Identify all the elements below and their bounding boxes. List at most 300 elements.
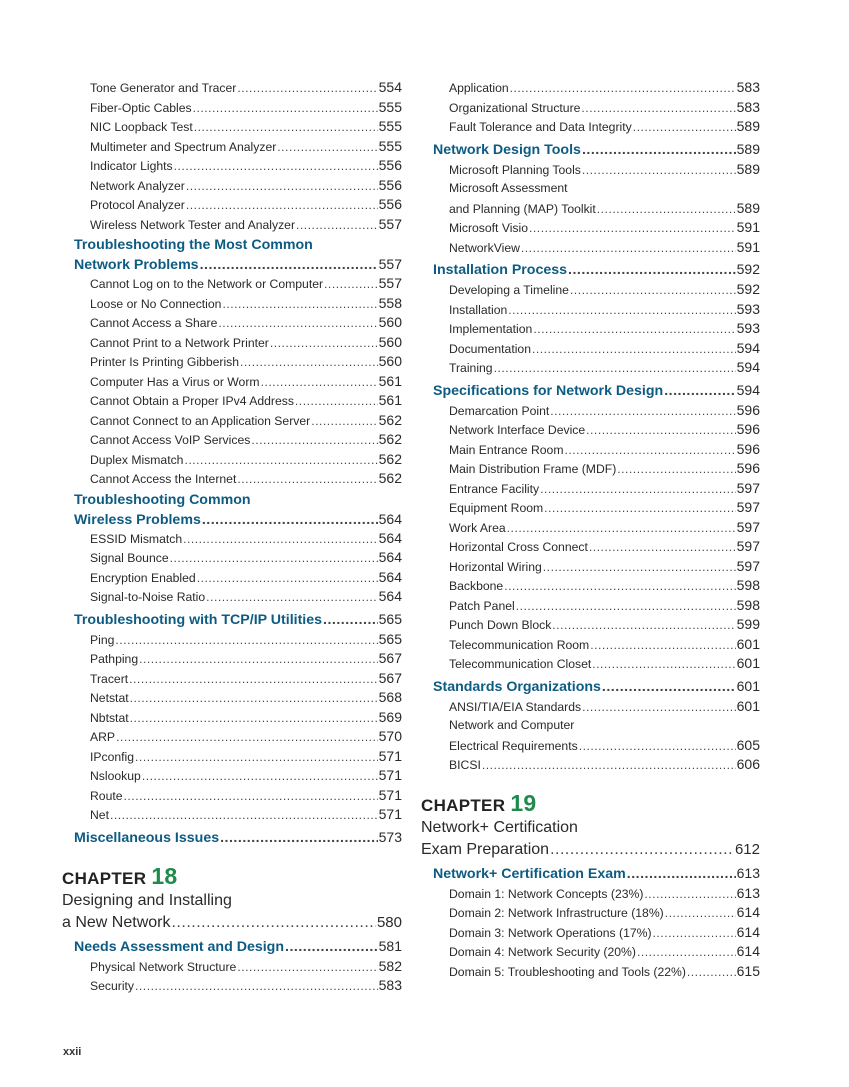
- toc-subentry[interactable]: [421, 557, 760, 577]
- toc-entry-title: Multimeter and Spectrum Analyzer: [90, 139, 277, 154]
- toc-section-title-line: Troubleshooting Common: [74, 491, 251, 508]
- toc-entry-page: 589: [736, 118, 760, 134]
- toc-entry-title: Nslookup: [90, 769, 141, 783]
- toc-subentry[interactable]: [421, 537, 760, 557]
- toc-subentry[interactable]: [421, 160, 760, 180]
- toc-subentry[interactable]: [62, 805, 402, 825]
- toc-entry-page: 556: [378, 196, 402, 212]
- toc-entry-title: Wireless Problems: [74, 511, 201, 528]
- toc-subentry[interactable]: [62, 215, 402, 235]
- dot-leader: [184, 451, 377, 471]
- toc-subentry[interactable]: [421, 78, 760, 98]
- toc-entry-title: Installation Process: [433, 262, 568, 278]
- toc-entry-title: Route: [90, 788, 123, 803]
- toc-section-entry[interactable]: [421, 139, 760, 160]
- dot-leader: [124, 787, 378, 807]
- toc-subentry[interactable]: [62, 747, 402, 767]
- toc-entry-title: Signal-to-Noise Ratio: [90, 590, 206, 604]
- chapter-number: 19: [510, 789, 537, 816]
- toc-entry-page: 557: [378, 275, 402, 291]
- toc-entry-title: a New Network: [62, 913, 171, 931]
- chapter-heading: [421, 789, 760, 817]
- toc-subentry[interactable]: [421, 300, 760, 320]
- toc-subentry[interactable]: [62, 708, 402, 728]
- toc-entry-page: 561: [378, 392, 402, 408]
- dot-leader: [270, 334, 378, 354]
- toc-subentry[interactable]: [421, 280, 760, 300]
- toc-section-group: [62, 236, 402, 274]
- toc-entry-title: Nbtstat: [90, 710, 129, 725]
- toc-entry-page: 593: [736, 320, 760, 336]
- toc-entry-page: 568: [378, 689, 402, 705]
- dot-leader: [637, 943, 736, 963]
- toc-entry-page: 562: [378, 470, 402, 486]
- toc-entry-page: 594: [736, 339, 760, 356]
- toc-subentry[interactable]: [62, 766, 402, 786]
- toc-subentry[interactable]: [62, 195, 402, 215]
- toc-entry-title: Protocol Analyzer: [90, 198, 185, 212]
- toc-subentry[interactable]: [62, 649, 402, 669]
- toc-entry-title: Fault Tolerance and Data Integrity: [449, 120, 632, 134]
- dot-leader: [186, 177, 378, 197]
- dot-leader: [323, 610, 378, 631]
- toc-section-title-line: Troubleshooting the Most Common: [74, 237, 313, 253]
- toc-entry-page: 596: [736, 440, 760, 457]
- dot-leader: [508, 301, 735, 321]
- dot-leader: [170, 549, 378, 569]
- toc-entry-page: 557: [378, 256, 402, 272]
- toc-entry-title: Punch Down Block: [449, 618, 552, 632]
- toc-subentry[interactable]: [62, 78, 402, 98]
- toc-entry-page: 598: [736, 577, 760, 593]
- toc-section-entry[interactable]: [62, 827, 402, 848]
- dot-leader: [193, 99, 378, 119]
- dot-leader: [665, 904, 736, 924]
- toc-entry-title: Installation: [449, 302, 508, 317]
- toc-entry-title: Fiber-Optic Cables: [90, 100, 192, 115]
- toc-subentry[interactable]: [62, 786, 402, 806]
- toc-subentry[interactable]: [421, 596, 760, 616]
- dot-leader: [261, 373, 378, 393]
- toc-entry-page: 564: [378, 510, 402, 527]
- toc-entry-page: 564: [378, 549, 402, 565]
- toc-entry-page: 567: [378, 669, 402, 686]
- toc-subentry[interactable]: [421, 358, 760, 378]
- toc-entry-page: 601: [736, 655, 760, 671]
- dot-leader: [130, 709, 378, 729]
- toc-subentry[interactable]: [62, 333, 402, 353]
- toc-entry-title: Work Area: [449, 520, 506, 535]
- toc-entry-page: 601: [736, 697, 760, 714]
- chapter-title-line: Network+ Certification: [421, 818, 578, 836]
- toc-subentry[interactable]: [421, 576, 760, 596]
- toc-subentry[interactable]: [62, 98, 402, 118]
- toc-subentry[interactable]: [421, 401, 760, 421]
- toc-subentry[interactable]: [62, 117, 402, 137]
- toc-subentry-title-line: Microsoft Assessment: [449, 181, 568, 195]
- toc-entry-title: Net: [90, 808, 109, 822]
- toc-entry-title: Physical Network Structure: [90, 959, 237, 974]
- toc-subentry[interactable]: [421, 117, 760, 137]
- toc-entry-page: 589: [736, 140, 760, 157]
- toc-entry-title: Microsoft Visio: [449, 221, 529, 235]
- toc-subentry[interactable]: [421, 98, 760, 118]
- dot-leader: [570, 281, 736, 301]
- toc-subentry[interactable]: [62, 450, 402, 470]
- toc-entry-page: 605: [736, 736, 760, 753]
- dot-leader: [135, 977, 378, 997]
- toc-subentry[interactable]: [421, 697, 760, 717]
- toc-subentry[interactable]: [421, 654, 760, 674]
- dot-leader: [174, 157, 378, 177]
- dot-leader: [510, 79, 736, 99]
- toc-section-group: [62, 936, 402, 957]
- toc-entry-page: 555: [378, 137, 402, 154]
- toc-section-group: [421, 139, 760, 160]
- toc-section-entry[interactable]: [421, 380, 760, 401]
- dot-leader: [285, 937, 378, 958]
- toc-entry-title: Cannot Obtain a Proper IPv4 Address: [90, 394, 294, 408]
- toc-section-entry[interactable]: [421, 259, 760, 280]
- toc-entry-title: Needs Assessment and Design: [74, 938, 284, 955]
- dot-leader: [589, 538, 736, 558]
- toc-section-entry[interactable]: [62, 255, 402, 274]
- dot-leader: [222, 295, 377, 315]
- toc-section-entry[interactable]: [421, 863, 760, 884]
- toc-entry-title: Network Problems: [74, 257, 199, 273]
- dot-leader: [568, 260, 736, 281]
- toc-subentry[interactable]: [62, 313, 402, 333]
- dot-leader: [197, 569, 378, 589]
- dot-leader: [129, 670, 377, 690]
- dot-leader: [633, 118, 736, 138]
- toc-entry-page: 597: [736, 499, 760, 515]
- toc-entry-page: 564: [378, 568, 402, 585]
- toc-entry-title: Application: [449, 81, 509, 95]
- dot-leader: [590, 636, 735, 656]
- toc-subentry[interactable]: [421, 498, 760, 518]
- toc-entry-page: 560: [378, 333, 402, 350]
- toc-entry-title: IPconfig: [90, 749, 135, 764]
- toc-entry-title: Cannot Log on to the Network or Computer: [90, 277, 324, 291]
- toc-entry-page: 612: [734, 840, 760, 858]
- toc-entry-page: 597: [736, 557, 760, 574]
- toc-entry-page: 580: [376, 913, 402, 931]
- toc-subentry[interactable]: [421, 755, 760, 775]
- dot-leader: [507, 519, 736, 539]
- dot-leader: [543, 558, 736, 578]
- dot-leader: [617, 460, 735, 480]
- toc-entry-page: 565: [378, 630, 402, 647]
- dot-leader: [494, 359, 736, 379]
- toc-entry-page: 597: [736, 479, 760, 496]
- toc-subentry[interactable]: [421, 884, 760, 904]
- toc-subentry[interactable]: [421, 238, 760, 258]
- dot-leader: [592, 655, 735, 675]
- chapter-label: CHAPTER: [62, 868, 147, 888]
- toc-entry-title: Entrance Facility: [449, 481, 540, 496]
- dot-leader: [277, 138, 377, 158]
- toc-entry-page: 564: [378, 588, 402, 604]
- toc-subentry[interactable]: [421, 440, 760, 460]
- toc-entry-page: 573: [378, 828, 402, 845]
- toc-entry-title: Ping: [90, 632, 115, 647]
- dot-leader: [237, 470, 377, 490]
- dot-leader: [644, 885, 735, 905]
- toc-entry-page: 571: [378, 747, 402, 764]
- dot-leader: [521, 239, 736, 259]
- toc-entry-page: 571: [378, 806, 402, 822]
- toc-entry-page: 562: [378, 411, 402, 428]
- toc-section-group: [421, 259, 760, 280]
- chapter-label: CHAPTER: [421, 795, 506, 815]
- toc-entry-title: Electrical Requirements: [449, 738, 578, 753]
- toc-section-entry[interactable]: [62, 510, 402, 529]
- dot-leader: [142, 767, 378, 787]
- dot-leader: [550, 839, 734, 861]
- toc-section-group: [62, 827, 402, 848]
- toc-entry-page: 591: [736, 238, 760, 255]
- chapter-heading: [62, 862, 402, 890]
- toc-entry-title: Pathping: [90, 652, 139, 666]
- toc-subentry[interactable]: [62, 587, 402, 607]
- toc-entry-title: Horizontal Cross Connect: [449, 540, 588, 554]
- toc-entry-title: Cannot Print to a Network Printer: [90, 335, 269, 350]
- toc-subentry[interactable]: [421, 962, 760, 982]
- toc-subentry[interactable]: [62, 411, 402, 431]
- toc-subentry[interactable]: [421, 518, 760, 538]
- toc-subentry[interactable]: [62, 957, 402, 977]
- toc-subentry[interactable]: [62, 548, 402, 568]
- toc-subentry[interactable]: [62, 529, 402, 549]
- dot-leader: [552, 616, 735, 636]
- toc-entry-page: 592: [736, 281, 760, 297]
- toc-entry-title: ESSID Mismatch: [90, 531, 183, 546]
- toc-entry-title: Indicator Lights: [90, 159, 173, 173]
- toc-entry-title: Domain 4: Network Security (20%): [449, 945, 636, 959]
- toc-entry-title: BICSI: [449, 758, 481, 772]
- toc-subentry[interactable]: [421, 635, 760, 655]
- toc-entry-title: Standards Organizations: [433, 678, 601, 695]
- toc-subentry[interactable]: [62, 430, 402, 450]
- toc-entry-title: Implementation: [449, 322, 533, 336]
- toc-subentry[interactable]: [62, 688, 402, 708]
- toc-subentry[interactable]: [421, 736, 760, 756]
- toc-entry-page: 564: [378, 529, 402, 546]
- toc-entry-page: 596: [736, 460, 760, 476]
- toc-entry-title: Exam Preparation: [421, 840, 550, 858]
- toc-entry-title: Cannot Access the Internet: [90, 472, 237, 486]
- toc-subentry-title-line: Network and Computer: [449, 718, 575, 732]
- dot-leader: [582, 698, 736, 718]
- toc-entry-page: 558: [378, 294, 402, 311]
- dot-leader: [220, 828, 378, 849]
- toc-subentry[interactable]: [62, 391, 402, 411]
- toc-entry-page: 560: [378, 314, 402, 330]
- toc-entry-page: 557: [378, 215, 402, 232]
- toc-entry-title: Microsoft Planning Tools: [449, 162, 581, 177]
- dot-leader: [206, 588, 377, 608]
- toc-entry-page: 562: [378, 431, 402, 447]
- toc-entry-page: 596: [736, 401, 760, 418]
- dot-leader: [579, 737, 736, 757]
- toc-entry-title: and Planning (MAP) Toolkit: [449, 201, 596, 216]
- toc-subentry[interactable]: [62, 372, 402, 392]
- toc-subentry[interactable]: [421, 199, 760, 219]
- toc-subentry[interactable]: [62, 156, 402, 176]
- dot-leader: [240, 353, 378, 373]
- toc-section-entry[interactable]: [62, 609, 402, 630]
- toc-subentry[interactable]: [62, 976, 402, 996]
- toc-entry-title: Domain 2: Network Infrastructure (18%): [449, 906, 664, 920]
- dot-leader: [202, 511, 378, 530]
- toc-entry-title: Tone Generator and Tracer: [90, 81, 237, 95]
- toc-entry-title: Main Entrance Room: [449, 442, 564, 457]
- toc-entry-title: Backbone: [449, 579, 504, 593]
- toc-entry-title: Security: [90, 979, 135, 993]
- dot-leader: [115, 631, 377, 651]
- toc-entry-title: Developing a Timeline: [449, 283, 569, 297]
- toc-entry-title: Computer Has a Virus or Worm: [90, 374, 260, 389]
- dot-leader: [200, 256, 378, 275]
- toc-entry-title: Network Analyzer: [90, 178, 185, 193]
- dot-leader: [295, 392, 378, 412]
- toc-entry-page: 571: [378, 786, 402, 803]
- toc-entry-page: 554: [378, 79, 402, 95]
- dot-leader: [482, 756, 736, 776]
- toc-entry-page: 596: [736, 421, 760, 437]
- toc-entry-page: 556: [378, 176, 402, 193]
- toc-entry-title: Network Design Tools: [433, 141, 581, 158]
- toc-subentry[interactable]: [62, 727, 402, 747]
- dot-leader: [533, 320, 735, 340]
- toc-entry-title: Documentation: [449, 341, 531, 356]
- toc-entry-page: 561: [378, 372, 402, 389]
- dot-leader: [135, 748, 378, 768]
- dot-leader: [540, 480, 736, 500]
- toc-entry-title: Patch Panel: [449, 598, 515, 613]
- toc-subentry[interactable]: [421, 319, 760, 339]
- dot-leader: [116, 728, 378, 748]
- toc-subentry[interactable]: [421, 903, 760, 923]
- dot-leader: [627, 864, 736, 885]
- toc-subentry[interactable]: [421, 218, 760, 238]
- toc-entry-page: 615: [736, 962, 760, 979]
- toc-entry-title: Wireless Network Tester and Analyzer: [90, 217, 296, 232]
- dot-leader: [324, 275, 378, 295]
- toc-entry-page: 601: [736, 677, 760, 694]
- toc-subentry[interactable]: [421, 923, 760, 943]
- dot-leader: [582, 140, 736, 161]
- toc-entry-title: Encryption Enabled: [90, 570, 196, 585]
- dot-leader: [237, 79, 377, 99]
- toc-subentry[interactable]: [62, 469, 402, 489]
- toc-entry-page: 571: [378, 767, 402, 783]
- toc-entry-title: ARP: [90, 730, 116, 744]
- dot-leader: [687, 963, 736, 983]
- toc-entry-title: Telecommunication Room: [449, 637, 590, 652]
- dot-leader: [110, 806, 378, 826]
- toc-subentry[interactable]: [62, 294, 402, 314]
- chapter-title-entry[interactable]: [62, 912, 402, 934]
- toc-subentry[interactable]: [62, 630, 402, 650]
- dot-leader: [664, 381, 735, 402]
- toc-entry-title: Tracert: [90, 671, 129, 686]
- dot-leader: [581, 99, 735, 119]
- toc-entry-page: 601: [736, 635, 760, 652]
- toc-left-column: [62, 78, 402, 996]
- toc-subentry[interactable]: [62, 274, 402, 294]
- dot-leader: [653, 924, 736, 944]
- dot-leader: [130, 689, 378, 709]
- toc-subentry[interactable]: [62, 669, 402, 689]
- toc-entry-page: 614: [736, 904, 760, 920]
- toc-entry-page: 565: [378, 610, 402, 627]
- toc-entry-title: Domain 1: Network Concepts (23%): [449, 886, 644, 901]
- toc-entry-title: Cannot Access VoIP Services: [90, 433, 251, 447]
- toc-entry-page: 594: [736, 381, 760, 398]
- chapter-title-entry[interactable]: [421, 839, 760, 861]
- toc-entry-title: Organizational Structure: [449, 100, 581, 115]
- toc-subentry[interactable]: [421, 942, 760, 962]
- toc-entry-page: 598: [736, 596, 760, 613]
- toc-entry-title: Printer Is Printing Gibberish: [90, 355, 240, 369]
- toc-entry-title: Network Interface Device: [449, 423, 586, 437]
- toc-entry-title: Telecommunication Closet: [449, 657, 592, 671]
- toc-entry-page: 606: [736, 756, 760, 772]
- toc-section-group: [421, 380, 760, 401]
- toc-entry-page: 560: [378, 353, 402, 369]
- toc-entry-page: 583: [378, 977, 402, 993]
- toc-entry-title: Domain 3: Network Operations (17%): [449, 925, 652, 940]
- dot-leader: [171, 912, 375, 934]
- toc-subentry[interactable]: [62, 568, 402, 588]
- toc-entry-page: 570: [378, 728, 402, 744]
- toc-section-entry[interactable]: [62, 936, 402, 957]
- toc-entry-title: Cannot Access a Share: [90, 316, 218, 330]
- toc-subentry[interactable]: [421, 339, 760, 359]
- toc-subentry[interactable]: [421, 420, 760, 440]
- toc-entry-page: 592: [736, 261, 760, 277]
- toc-entry-title: Main Distribution Frame (MDF): [449, 462, 617, 476]
- toc-entry-page: 567: [378, 650, 402, 666]
- toc-subentry[interactable]: [421, 479, 760, 499]
- toc-subentry[interactable]: [421, 615, 760, 635]
- toc-entry-title: Miscellaneous Issues: [74, 829, 220, 846]
- toc-entry-page: 581: [378, 937, 402, 954]
- dot-leader: [186, 196, 378, 216]
- toc-section-entry[interactable]: [421, 676, 760, 697]
- toc-entry-title: Duplex Mismatch: [90, 452, 184, 467]
- dot-leader: [544, 499, 735, 519]
- dot-leader: [529, 219, 736, 239]
- toc-entry-title: Loose or No Connection: [90, 296, 222, 311]
- toc-entry-title: Signal Bounce: [90, 551, 169, 565]
- dot-leader: [516, 597, 736, 617]
- chapter-title-line: Designing and Installing: [62, 891, 232, 909]
- dot-leader: [311, 412, 377, 432]
- toc-entry-title: Netstat: [90, 691, 129, 705]
- toc-subentry[interactable]: [62, 137, 402, 157]
- dot-leader: [296, 216, 378, 236]
- page-number: xxii: [63, 1046, 82, 1058]
- toc-subentry[interactable]: [62, 352, 402, 372]
- toc-section-group: [421, 676, 760, 697]
- toc-entry-title: Cannot Connect to an Application Server: [90, 413, 311, 428]
- dot-leader: [183, 530, 378, 550]
- toc-subentry[interactable]: [421, 459, 760, 479]
- toc-subentry[interactable]: [62, 176, 402, 196]
